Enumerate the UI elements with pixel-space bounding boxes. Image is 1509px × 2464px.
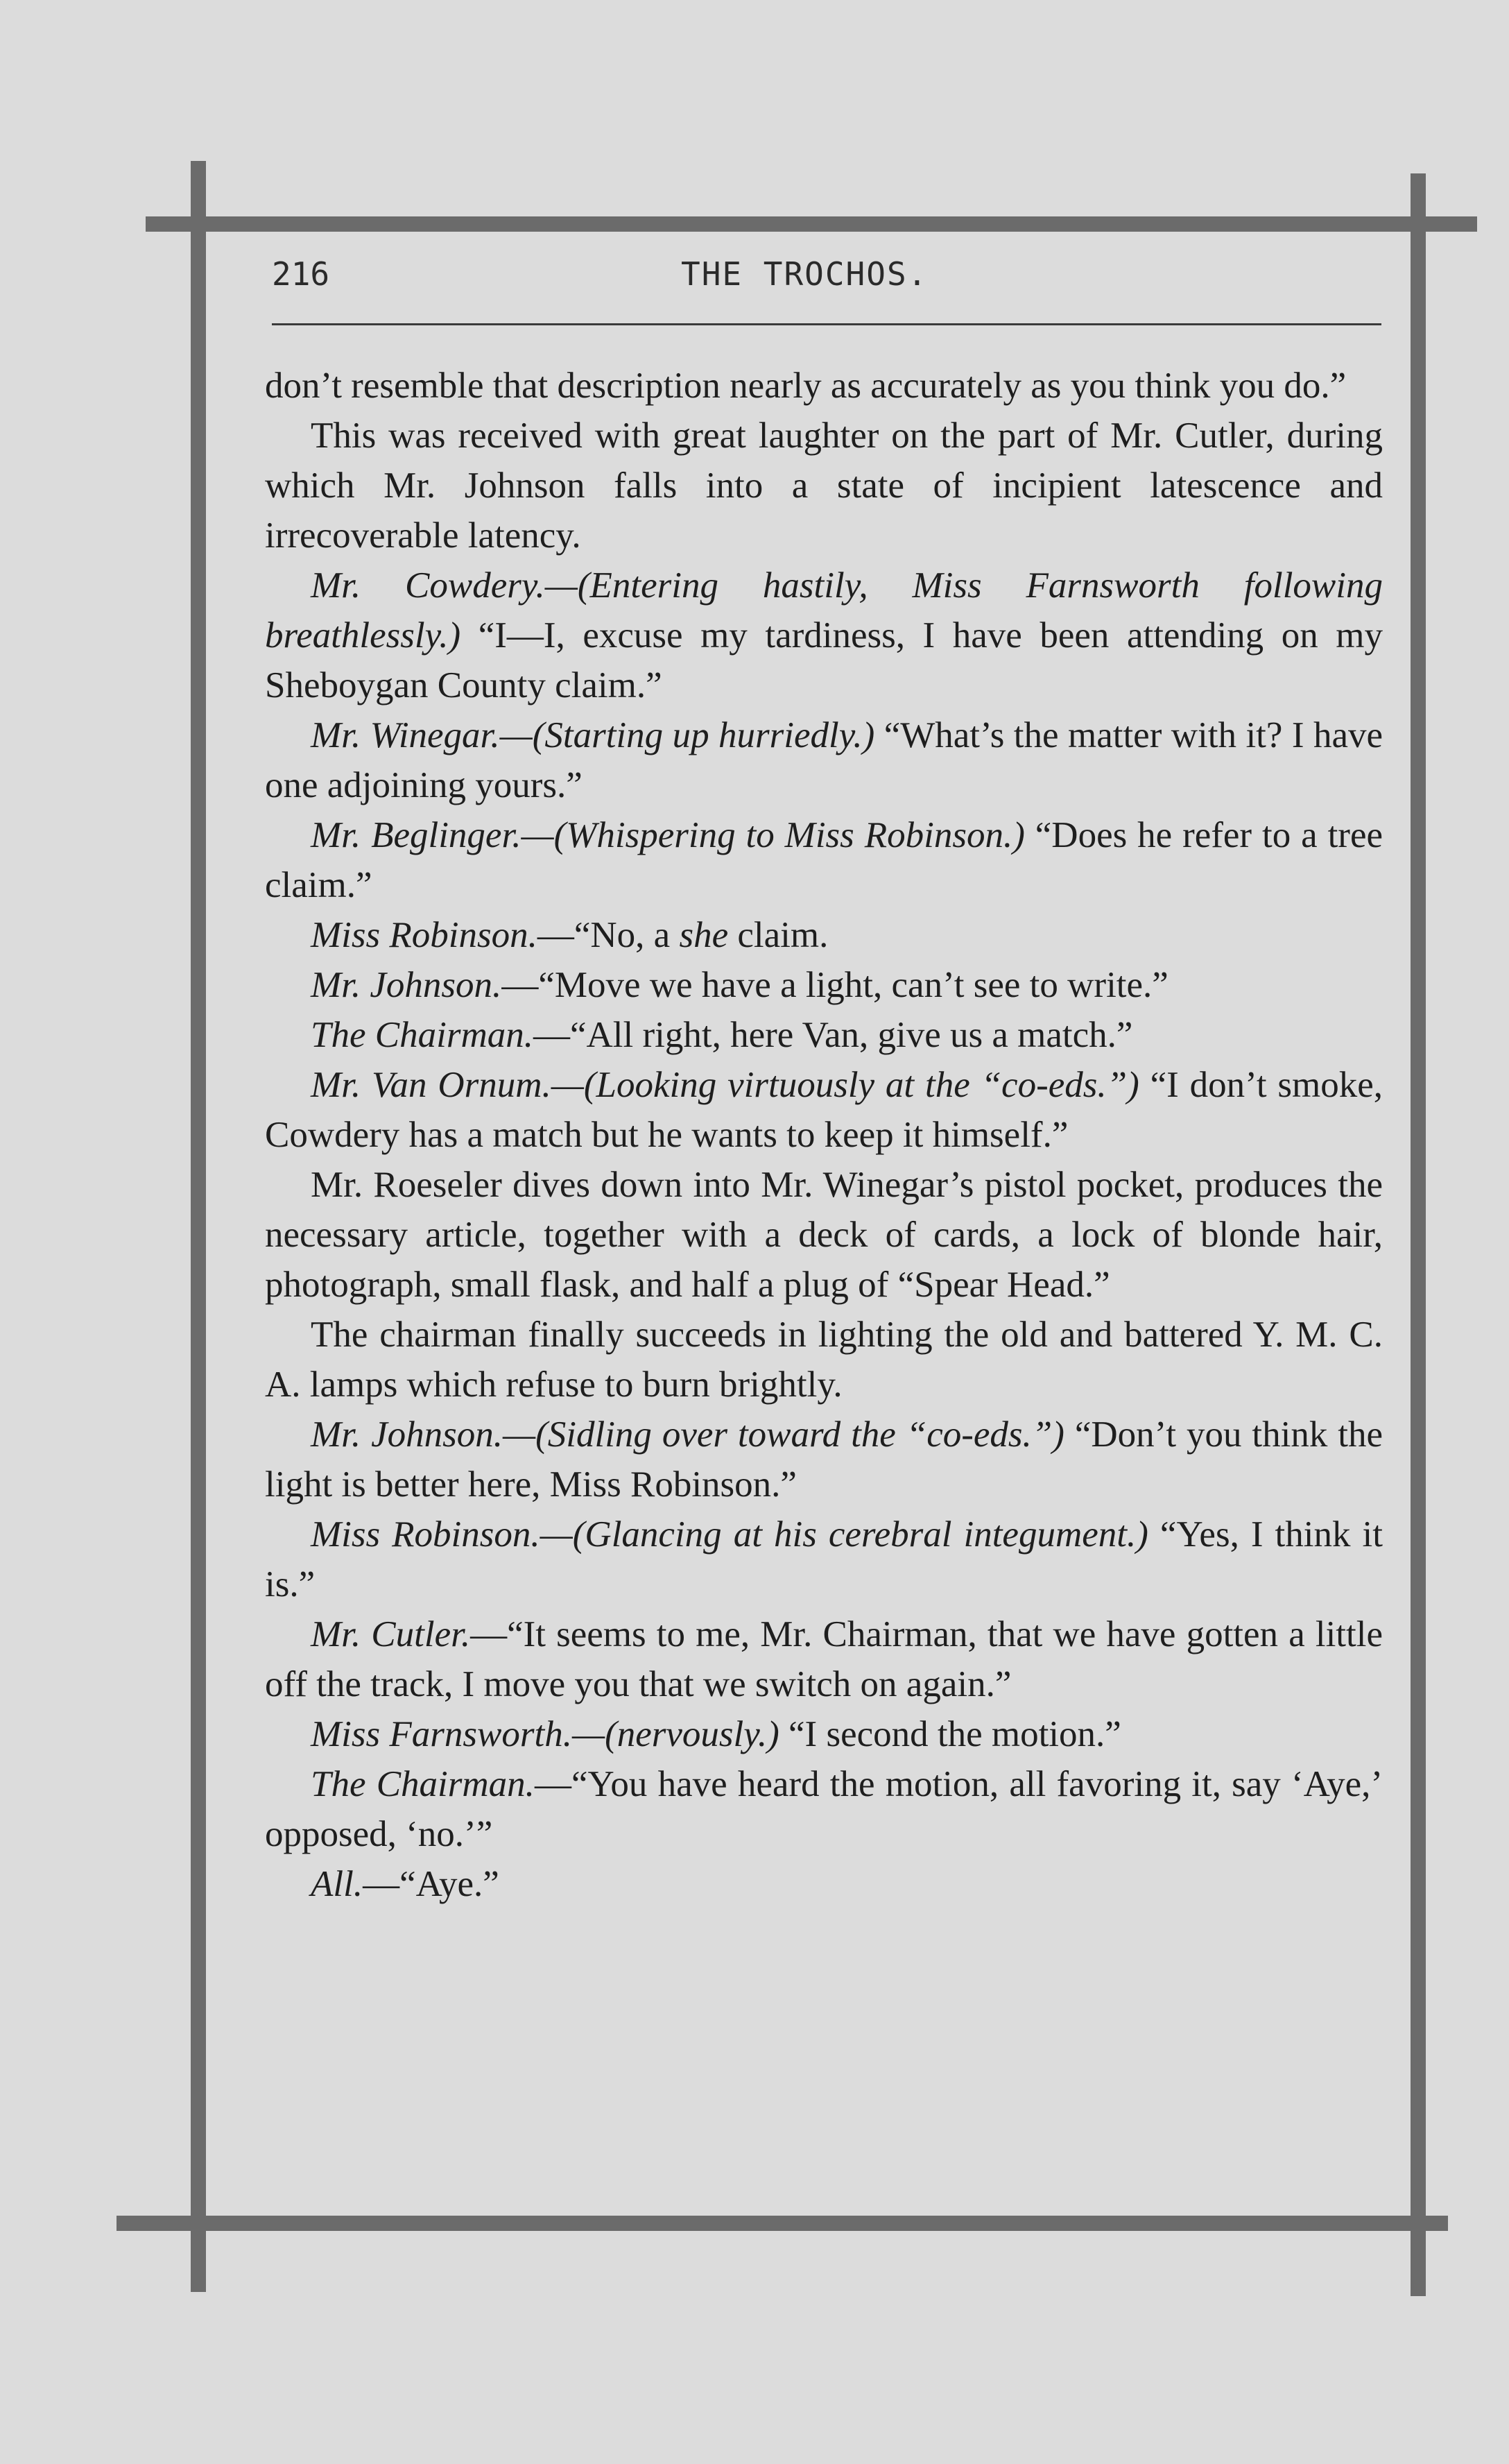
stage-direction: —(Whispering to Miss Robinson.) (521, 815, 1025, 855)
paragraph: The chairman finally succeeds in lighting the old and battered Y. M. C. A. lamps which refuse to burn brightly. (265, 1315, 1383, 1405)
speaker-name: Mr. Winegar. (311, 715, 500, 755)
dialogue-line: Mr. Johnson.—(Sidling over toward the “co-eds.”) “Don’t you think the light is better here, Miss Robinson.” (265, 1414, 1383, 1505)
speaker-name: All. (311, 1864, 363, 1904)
dialogue-line: The Chairman.—“You have heard the motion, all favoring it, say ‘Aye,’ opposed, ‘no.’” (265, 1764, 1383, 1854)
dialogue-line: Miss Robinson.—(Glancing at his cerebral integument.) “Yes, I think it is.” (265, 1514, 1383, 1605)
dialogue-line: All.—“Aye.” (311, 1864, 499, 1904)
speaker-name: Mr. Johnson. (311, 965, 502, 1005)
running-title: THE TROCHOS. (681, 255, 929, 293)
paragraph: don’t resemble that description nearly as accurately as you think you do.” (265, 366, 1347, 406)
body-text (265, 361, 1383, 1909)
speaker-name: The Chairman. (311, 1764, 535, 1804)
frame-right-bar (1411, 173, 1426, 2296)
page-header (272, 248, 1381, 304)
dialogue-line: Mr. Johnson.—“Move we have a light, can’t see to write.” (311, 965, 1169, 1005)
speaker-name: Mr. Johnson. (311, 1414, 503, 1455)
header-rule (272, 323, 1381, 325)
dialogue-line: Mr. Winegar.—(Starting up hurriedly.) “What’s the matter with it? I have one adjoining yours.” (265, 715, 1383, 805)
dialogue-line: Mr. Van Ornum.—(Looking virtuously at the “co-eds.”) “I don’t smoke, Cowdery has a match but he wants to keep it himself.” (265, 1065, 1383, 1155)
dialogue-line: Miss Farnsworth.—(nervously.) “I second the motion.” (311, 1714, 1121, 1754)
dialogue-line: The Chairman.—“All right, here Van, give us a match.” (311, 1015, 1133, 1055)
speaker-name: Mr. Cowdery. (311, 565, 545, 606)
stage-direction: —(Entering hastily, Miss Farnsworth following breathlessly.) (265, 565, 1383, 656)
frame-bottom-bar (117, 2216, 1448, 2231)
dialogue-line: Miss Robinson.—“No, a she claim. (311, 915, 829, 955)
speaker-name: Mr. Van Ornum. (311, 1065, 551, 1105)
paragraph: Mr. Roeseler dives down into Mr. Winegar’s pistol pocket, produces the necessary article, together with a deck of cards, a lock of blonde hair, photograph, small flask, and half a plug of “Spear Head.” (265, 1165, 1383, 1305)
dialogue-line: Mr. Beglinger.—(Whispering to Miss Robinson.) “Does he refer to a tree claim.” (265, 815, 1383, 905)
speaker-name: Mr. Cutler. (311, 1614, 471, 1654)
emphasis: she (679, 915, 729, 955)
paragraph: This was received with great laughter on the part of Mr. Cutler, during which Mr. Johnson falls into a state of incipient latescence and irrecoverable latency. (265, 416, 1383, 556)
stage-direction: —(Sidling over toward the “co-eds.”) (502, 1414, 1064, 1455)
speaker-name: Mr. Beglinger. (311, 815, 521, 855)
speaker-name: Miss Robinson. (311, 1514, 540, 1555)
dialogue-line: Mr. Cowdery.—(Entering hastily, Miss Farnsworth following breathlessly.) “I—I, excuse my tardiness, I have been attending on my Sheboygan County claim.” (265, 565, 1383, 705)
stage-direction: —(Starting up hurriedly.) (499, 715, 875, 755)
frame-left-bar (191, 161, 206, 2292)
speaker-name: The Chairman. (311, 1015, 533, 1055)
stage-direction: —(nervously.) (571, 1714, 779, 1754)
frame-top-bar (146, 216, 1477, 232)
speaker-name: Miss Robinson. (311, 915, 537, 955)
stage-direction: —(Glancing at his cerebral integument.) (540, 1514, 1148, 1555)
speaker-name: Miss Farnsworth. (311, 1714, 572, 1754)
stage-direction: —(Looking virtuously at the “co-eds.”) (551, 1065, 1139, 1105)
page-number: 216 (272, 255, 330, 293)
dialogue-line: Mr. Cutler.—“It seems to me, Mr. Chairman, that we have gotten a little off the track, I move you that we switch on again.” (265, 1614, 1383, 1704)
